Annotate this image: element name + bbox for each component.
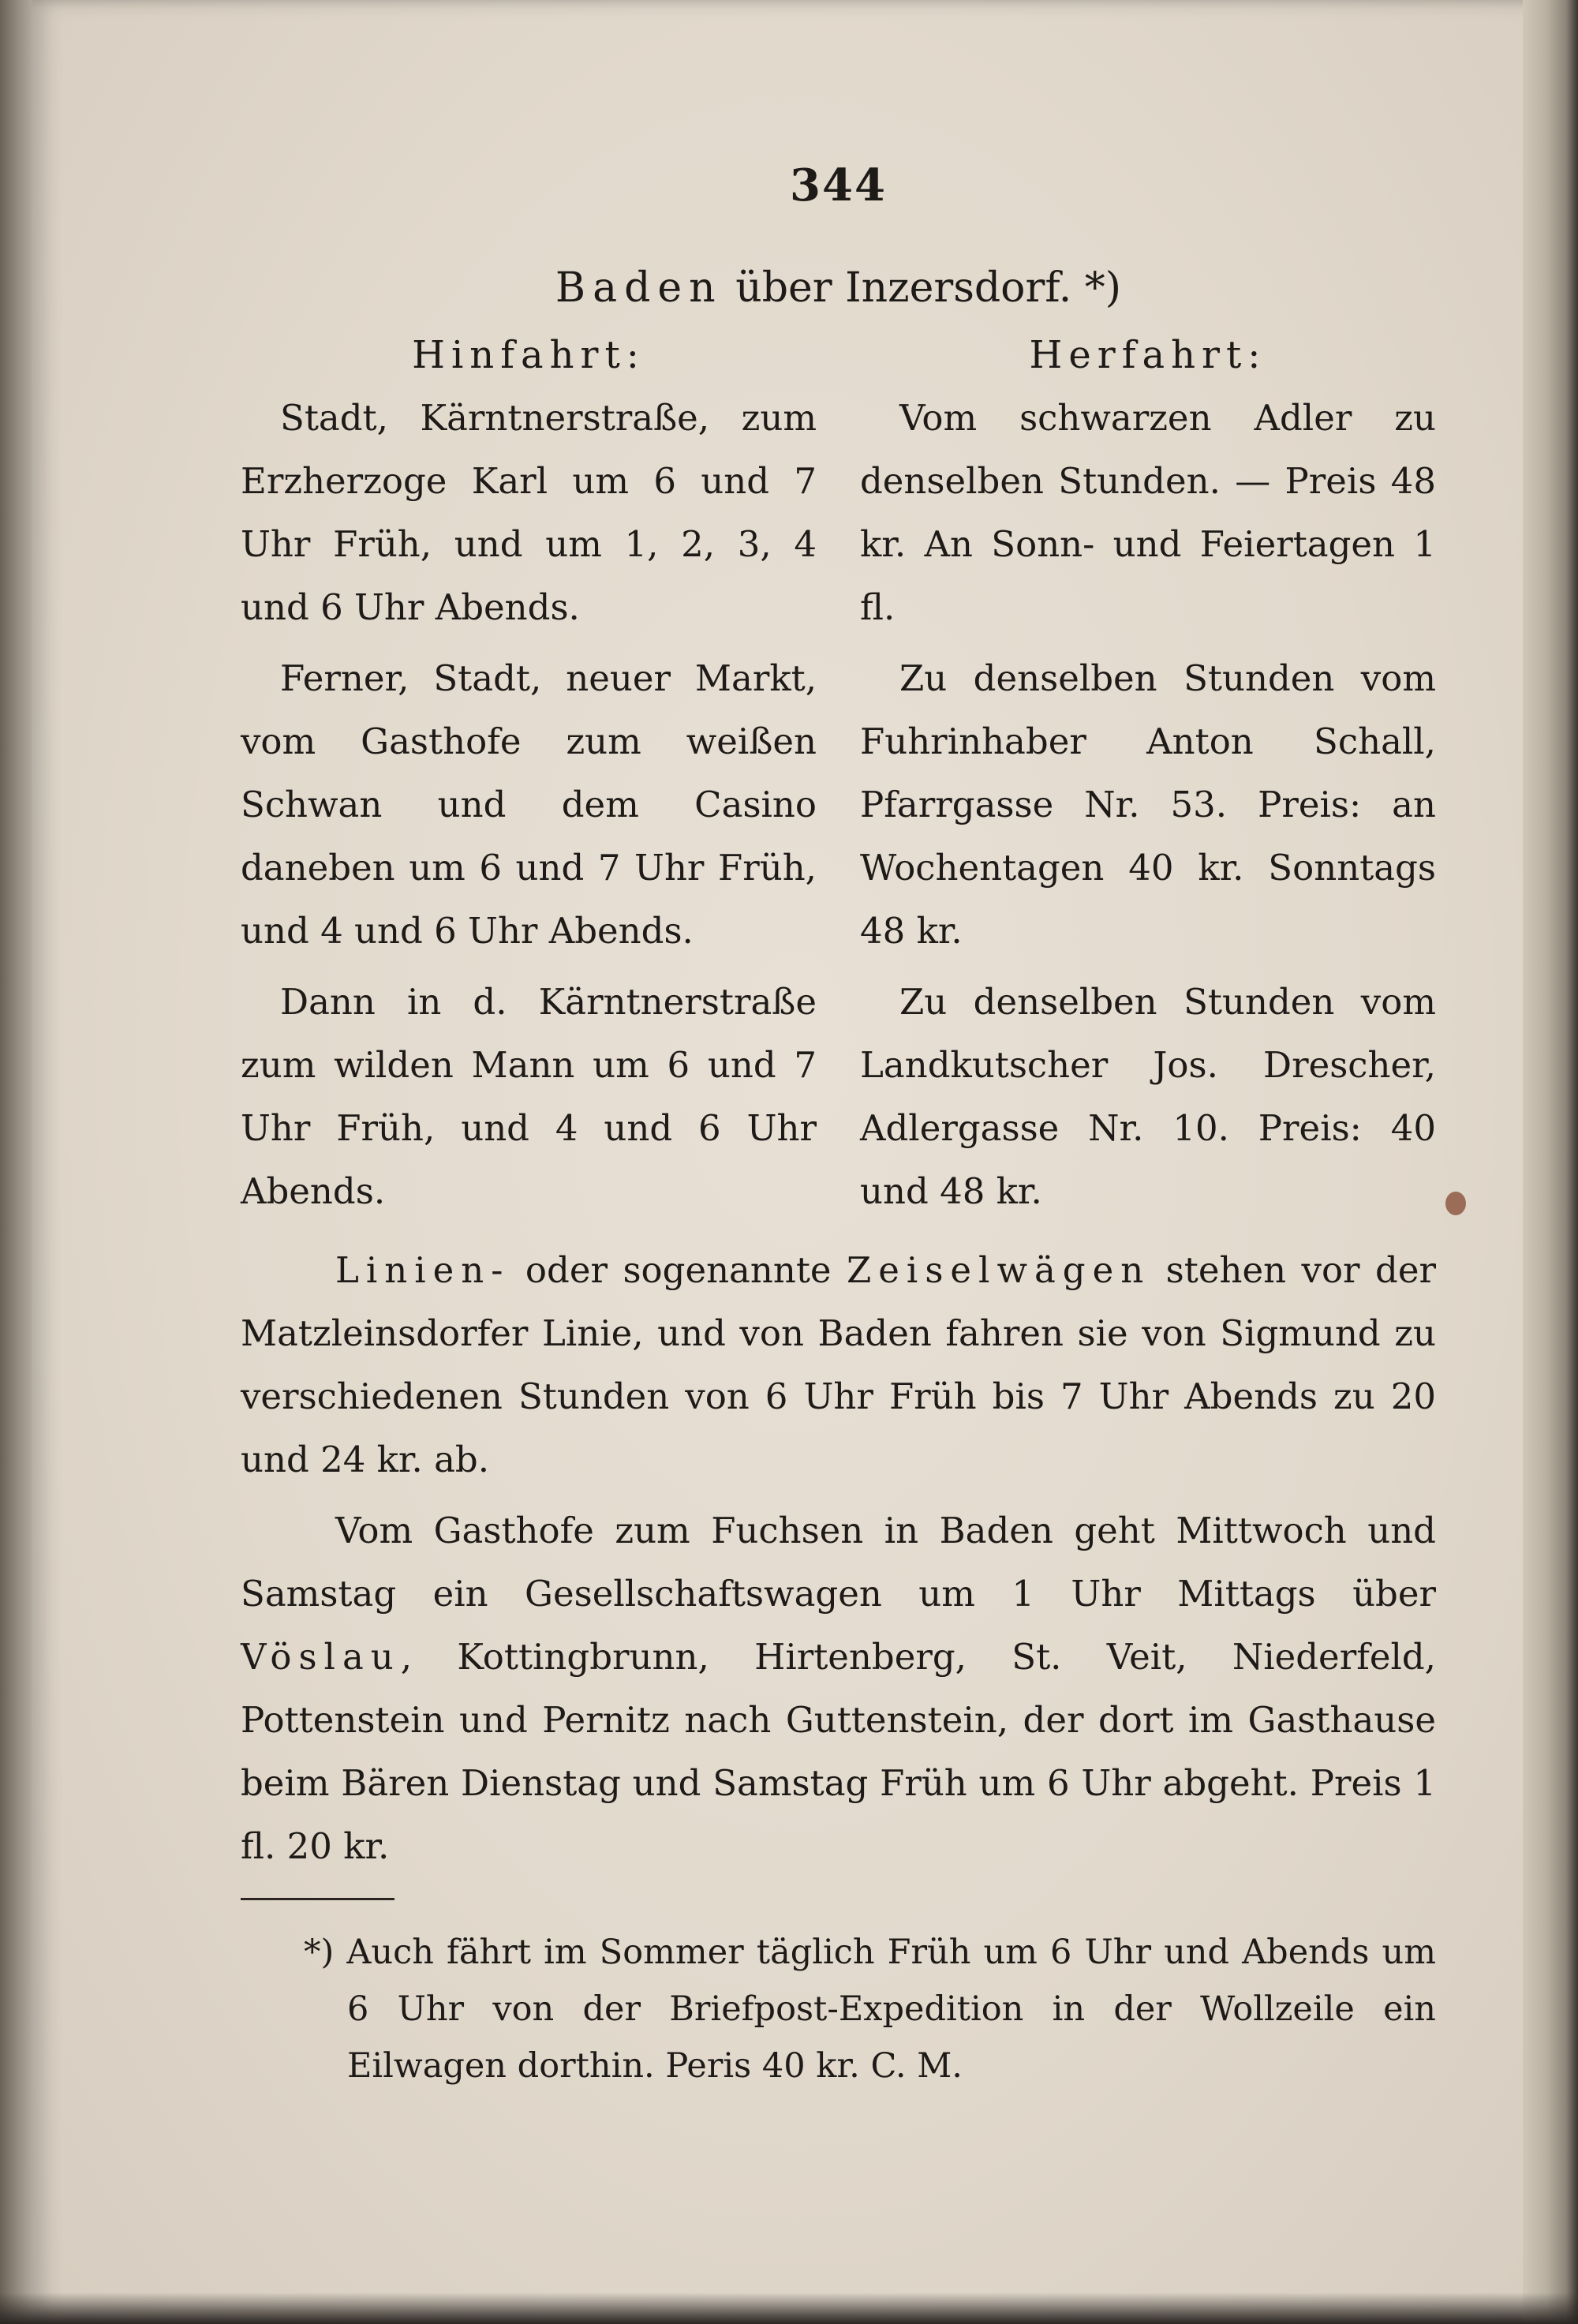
left-column-outbound [241,324,817,1231]
page-number: 344 [790,159,887,211]
return-paragraph: Vom schwarzen Adler zu denselben Stunden. — Preis 48 kr. An Sonn- und Feiertagen 1 fl. [860,397,1436,628]
footnote: *) Auch fährt im Sommer täglich Früh um 6 Uhr und Abends um 6 Uhr von der Briefpost-Expedition in der Wollzeile ein Eilwagen dorthin. Peris 40 kr. C. M. [304,1933,1436,2086]
scan-bottom-shadow [0,2292,1578,2324]
text-run: oder sogenannte [510,1249,847,1291]
return-paragraph: Zu denselben Stunden vom Fuhrinhaber Anton Schall, Pfarrgasse Nr. 53. Preis: an Wochentagen 40 kr. Sonntags 48 kr. [860,657,1436,952]
ink-stain [1445,1192,1466,1215]
right-column-return [860,324,1436,1231]
heading-herfahrt: Herfahrt: [1029,333,1267,377]
text-run: , Kottingbrunn, Hirtenberg, St. Veit, Niederfeld, Pottenstein und Pernitz nach Guttenstein, der dort im Gasthause beim Bären Dienstag und Samstag Früh um 6 Uhr abgeht. Preis 1 fl. 20 kr. [241,1636,1436,1867]
paragraph-linienwagen [241,1239,1436,1491]
outbound-paragraph: Stadt, Kärntnerstraße, zum Erzherzoge Karl um 6 und 7 Uhr Früh, und um 1, 2, 3, 4 und 6 Uhr Abends. [241,397,817,628]
emphasis-voeslau: Vöslau [241,1636,401,1678]
page-text [241,154,1436,2094]
footnote-divider [241,1898,394,1900]
heading-hinfahrt: Hinfahrt: [412,333,645,377]
section-title-place: Baden [555,264,723,312]
text-run: stehen vor der Matzleinsdorfer Linie, und von Baden fahren sie von Sigmund zu verschiedenen Stunden von 6 Uhr Früh bis 7 Uhr Abends zu 20 und 24 kr. ab. [241,1249,1436,1480]
full-width-text [241,1239,1436,1878]
section-title [241,256,1436,320]
outbound-paragraph: Dann in d. Kärntnerstraße zum wilden Mann um 6 und 7 Uhr Früh, und 4 und 6 Uhr Abends. [241,981,817,1212]
timetable-columns [241,324,1436,1231]
outbound-paragraph: Ferner, Stadt, neuer Markt, vom Gasthofe zum weißen Schwan und dem Casino daneben um 6 und 7 Uhr Früh, und 4 und 6 Uhr Abends. [241,657,817,952]
emphasis-linien: Linien- [335,1249,510,1291]
return-paragraph: Zu denselben Stunden vom Landkutscher Jos. Drescher, Adlergasse Nr. 10. Preis: 40 und 48 kr. [860,981,1436,1212]
paragraph-gesellschaftswagen [241,1499,1436,1878]
text-run: Vom Gasthofe zum Fuchsen in Baden geht Mittwoch und Samstag ein Gesellschaftswagen um 1 Uhr Mittags über [241,1510,1436,1615]
emphasis-zeiselwaegen: Zeiselwägen [847,1249,1151,1291]
section-title-rest: über Inzersdorf. *) [735,264,1122,312]
book-spine-edge [1523,0,1578,2324]
